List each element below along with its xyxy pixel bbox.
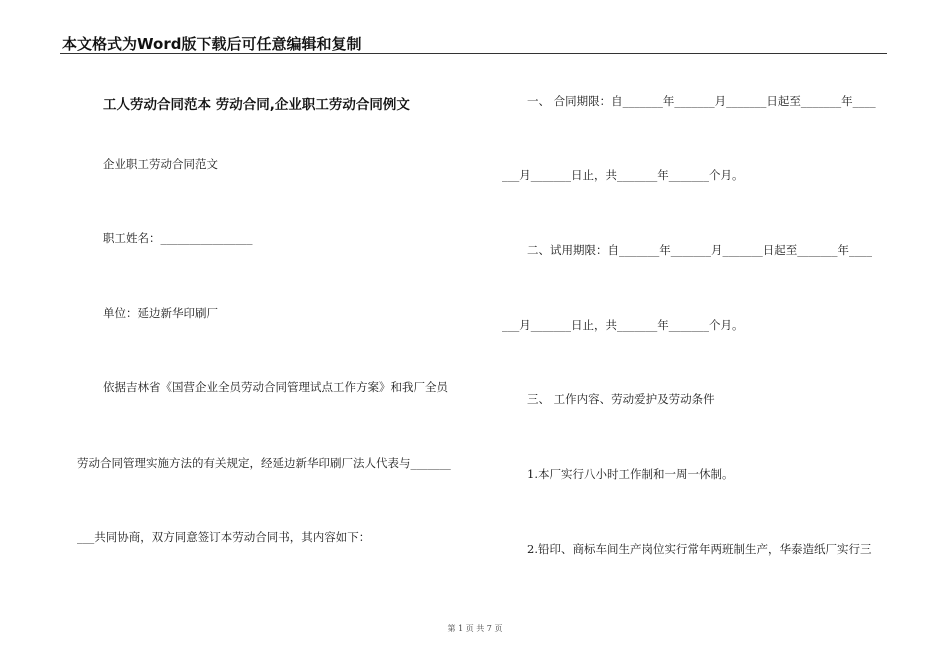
paragraph-probation-line1: 二、试用期限：自_______年_______月_______日起至_______年____ [527,243,872,257]
header-divider [60,53,887,54]
paragraph-probation-line2: ___月_______日止，共_______年_______个月。 [502,318,744,332]
paragraph-work-hours: 1.本厂实行八小时工作制和一周一休制。 [527,467,734,481]
paragraph-basis-line3: ___共同协商，双方同意签订本劳动合同书，其内容如下： [77,530,371,544]
paragraph-basis-line2: 劳动合同管理实施方法的有关规定，经延边新华印刷厂法人代表与_______ [77,456,451,470]
document-header: 本文格式为Word版下载后可任意编辑和复制 [62,35,362,53]
document-title: 工人劳动合同范本 劳动合同,企业职工劳动合同例文 [103,97,410,113]
paragraph-contract-name: 企业职工劳动合同范文 [103,157,218,171]
paragraph-contract-term-line2: ___月_______日止，共_______年_______个月。 [502,168,744,182]
section-heading-work-content: 三、 工作内容、劳动爱护及劳动条件 [527,392,715,406]
paragraph-shift-system: 2.铅印、商标车间生产岗位实行常年两班制生产，华泰造纸厂实行三 [527,542,872,556]
paragraph-unit: 单位：延边新华印刷厂 [103,306,218,320]
page-number: 第 1 页 共 7 页 [447,624,503,633]
paragraph-employee-name: 职工姓名：________________ [103,231,253,245]
paragraph-basis-line1: 依据吉林省《国营企业全员劳动合同管理试点工作方案》和我厂全员 [103,380,448,394]
paragraph-contract-term-line1: 一、 合同期限：自_______年_______月_______日起至_______年____ [527,94,876,108]
